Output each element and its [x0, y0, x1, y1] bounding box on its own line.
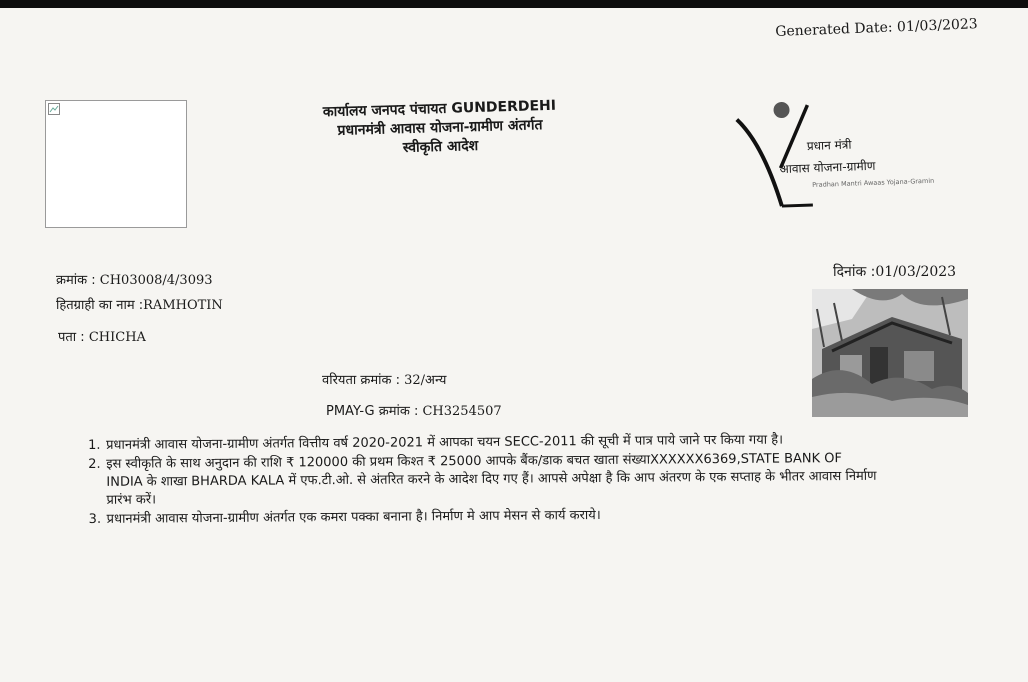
- beneficiary-value: RAMHOTIN: [143, 298, 223, 313]
- pmay-value: CH3254507: [422, 404, 502, 419]
- office-name: कार्यालय जनपद पंचायत GUNDERDEHI: [322, 97, 557, 121]
- beneficiary-name: [56, 295, 223, 313]
- point-text: प्रधानमंत्री आवास योजना-ग्रामीण अंतर्गत वित्तीय वर्ष 2020-2021 में आपका चयन SECC-2011 की सूची में पात्र पाये जाने पर किया गया है।: [106, 432, 784, 453]
- pmay-label: PMAY-G क्रमांक :: [326, 404, 419, 419]
- point-number: 2.: [88, 456, 101, 472]
- order-points: [88, 431, 879, 530]
- address: [58, 327, 146, 345]
- order-number-label: क्रमांक :: [56, 273, 96, 288]
- logo-line-1: प्रधान मंत्री: [806, 137, 852, 154]
- generated-date-label: Generated Date:: [775, 19, 893, 40]
- point-number: 1.: [88, 437, 101, 453]
- pmay-g-logo: [733, 92, 947, 209]
- address-label: पता :: [58, 330, 85, 345]
- document-header: [299, 96, 580, 161]
- broken-image-icon: [48, 103, 60, 115]
- document-title: स्वीकृति आदेश: [402, 137, 479, 157]
- house-photo-image: [812, 289, 968, 417]
- point-number: 3.: [88, 511, 102, 527]
- logo-line-2: आवास योजना-ग्रामीण: [779, 158, 876, 177]
- order-number: [56, 270, 213, 288]
- house-photo: [812, 289, 968, 417]
- beneficiary-label: हितग्राही का नाम :: [56, 298, 144, 313]
- order-number-value: CH03008/4/3093: [99, 273, 213, 288]
- generated-date-value: 01/03/2023: [896, 16, 978, 36]
- issue-date-label: दिनांक :: [833, 264, 876, 280]
- priority-number: [322, 370, 446, 388]
- pmay-number: [326, 401, 502, 419]
- priority-value: 32/अन्य: [404, 373, 447, 388]
- scan-top-edge: [0, 0, 1028, 8]
- issue-date-value: 01/03/2023: [875, 264, 957, 280]
- point-text: प्रधानमंत्री आवास योजना-ग्रामीण अंतर्गत एक कमरा पक्का बनाना है। निर्माण मे आप मेसन से कार्य कराये।: [106, 507, 601, 527]
- point-text: इस स्वीकृति के साथ अनुदान की राशि ₹ 120000 की प्रथम किश्त ₹ 25000 आपके बैंक/डाक बचत खाता संख्याXXXXXX6369,STATE BANK OF INDIA के शाखा BHARDA KALA में एफ.टी.ओ. से अंतरित करने के आदेश दिए गए हैं। आपसे अपेक्षा है कि आप अंतरण के एक सप्ताह के भीतर आवास निर्माण प्रारंभ करें।: [106, 451, 877, 508]
- priority-label: वरियता क्रमांक :: [322, 373, 400, 388]
- scheme-name: प्रधानमंत्री आवास योजना-ग्रामीण अंतर्गत: [337, 117, 543, 139]
- issue-date: [833, 262, 956, 281]
- beneficiary-photo: [45, 100, 187, 228]
- generated-date: [775, 16, 978, 40]
- address-value: CHICHA: [88, 330, 146, 345]
- list-item: [88, 450, 878, 510]
- house-figure-icon: [733, 97, 817, 210]
- logo-line-3: Pradhan Mantri Awaas Yojana-Gramin: [812, 176, 935, 189]
